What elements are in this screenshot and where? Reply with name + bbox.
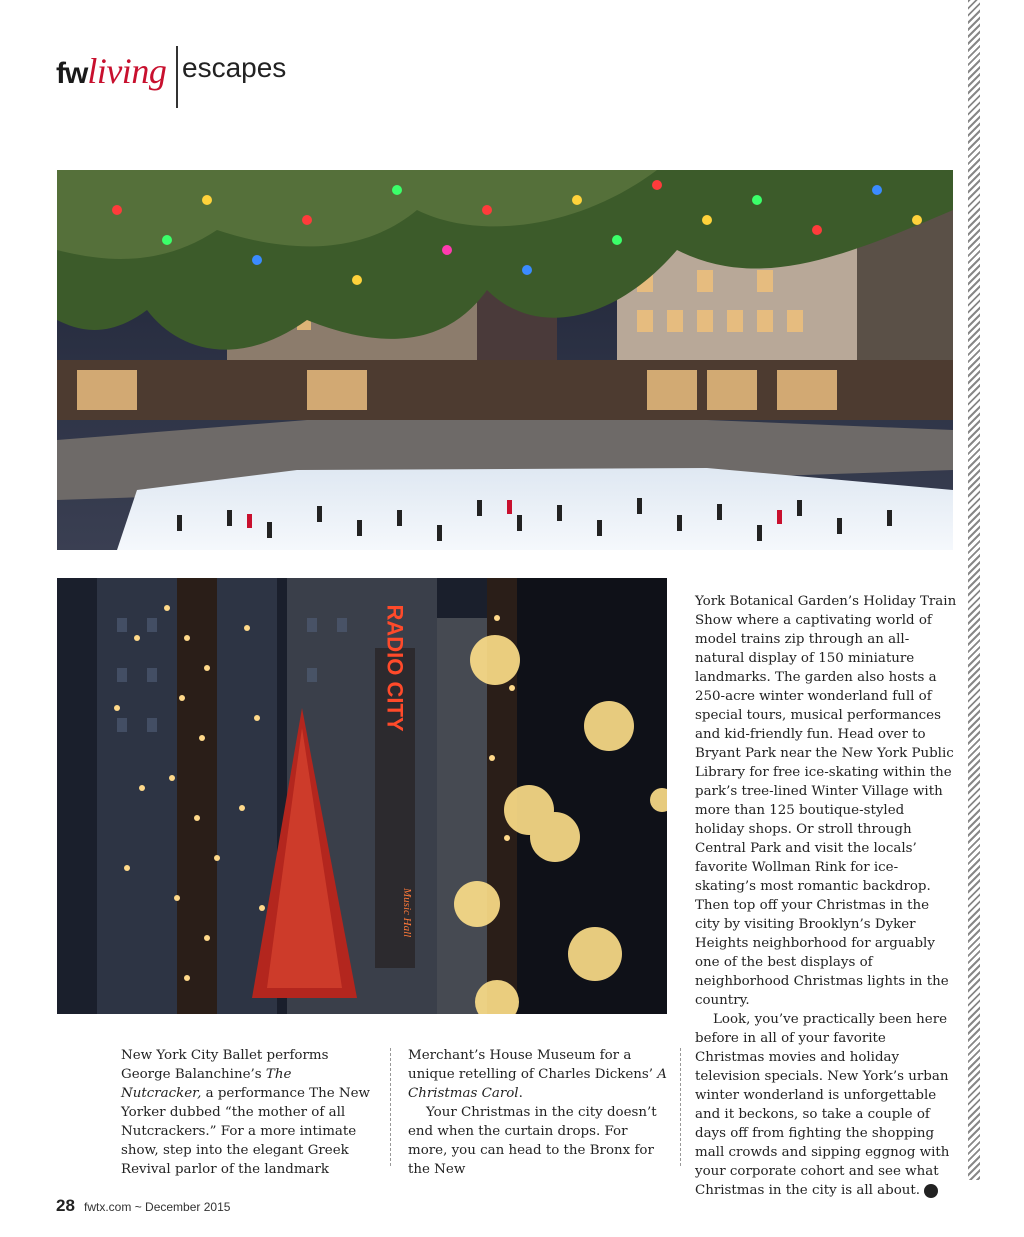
radio-city-illustration xyxy=(57,578,667,1014)
rockefeller-rink-photo xyxy=(57,170,953,550)
rink-illustration xyxy=(57,170,953,550)
paragraph: York Botanical Garden’s Holiday Train Show where a captivating world of model trains zip through an all-natural display of 150 miniature landmarks. The garden also hosts a 250-acre winter wonderland full of special tours, musical performances and kid-friendly fun. Head over to Bryant Park near the New York Public Library for free ice-skating within the park’s tree-lined Winter Village with more than 125 boutique-styled holiday shops. Or stroll through Central Park and visit the locals’ favorite Wollman Rink for ice-skating’s most romantic backdrop. Then top off your Christmas in the city by visiting Brooklyn’s Dyker Heights neighborhood for arguably one of the best displays of neighborhood Christmas lights in the country. xyxy=(695,594,957,1008)
brand-living: living xyxy=(87,51,167,91)
footer-text: fwtx.com ~ December 2015 xyxy=(84,1200,231,1214)
article-column-1 xyxy=(121,1046,373,1179)
header-divider xyxy=(176,46,178,108)
paragraph: Look, you’ve practically been here before in all of your favorite Christmas movies and holiday television specials. New York’s urban winter wonderland is unforgettable and it beckons, so take a couple of days off from fighting the shopping mall crowds and sipping eggnog with your corporate cohort and see what Christmas in the city is all about. fw xyxy=(695,1012,950,1198)
page-number: 28 xyxy=(56,1196,75,1215)
article-column-2 xyxy=(408,1046,670,1179)
music-hall-sign: Music Hall xyxy=(401,888,413,938)
brand-logo xyxy=(56,50,166,92)
radio-city-photo xyxy=(57,578,667,1014)
section-name: escapes xyxy=(182,52,287,83)
brand-fw: fw xyxy=(56,57,88,90)
paragraph: Your Christmas in the city doesn’t end when the curtain drops. For more, you can head to the Bronx for the New xyxy=(408,1105,657,1177)
decorative-edge-rule xyxy=(968,0,980,1180)
column-separator xyxy=(390,1048,391,1166)
fw-end-mark-icon: fw xyxy=(924,1184,938,1198)
column-separator xyxy=(680,1048,681,1166)
article-column-3 xyxy=(695,592,957,1200)
page-footer xyxy=(56,1196,230,1216)
paragraph: Merchant’s House Museum for a unique retelling of Charles Dickens’ A Christmas Carol. xyxy=(408,1048,667,1101)
paragraph: New York City Ballet performs George Balanchine’s The Nutcracker, a performance The New Yorker dubbed “the mother of all Nutcrackers.” For a more intimate show, step into the elegant Greek Revival parlor of the landmark xyxy=(121,1048,370,1177)
radio-city-sign: RADIO CITY xyxy=(382,604,408,732)
